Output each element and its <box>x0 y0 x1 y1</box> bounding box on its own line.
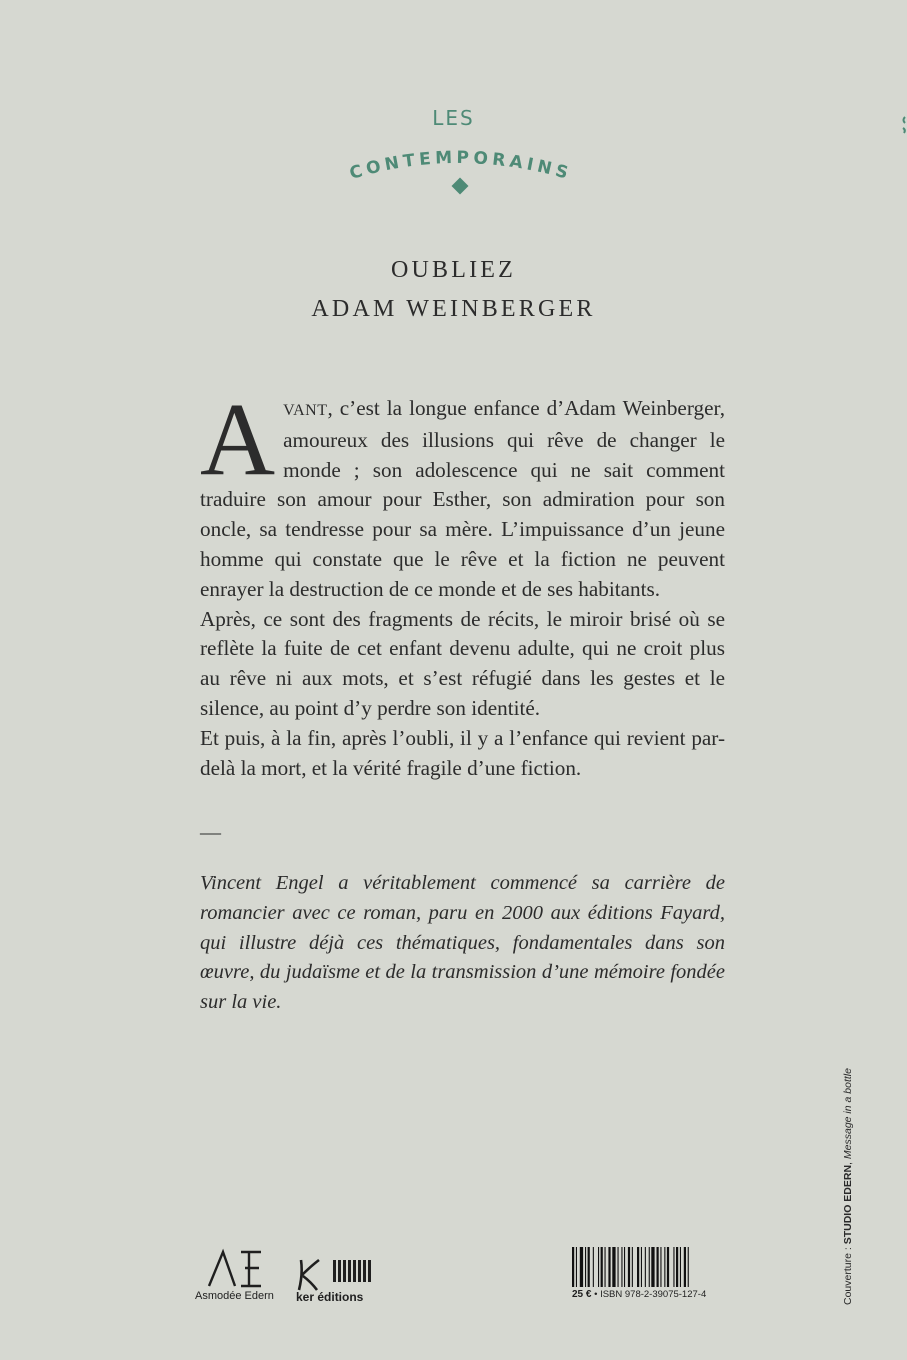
barcode-bar <box>664 1247 665 1287</box>
barcode-bar <box>680 1247 681 1287</box>
credit-prefix: Couverture : <box>842 1244 854 1305</box>
asmodee-edern-label: Asmodée Edern <box>195 1290 274 1302</box>
barcode-bar <box>580 1247 583 1287</box>
barcode-bar <box>651 1247 654 1287</box>
barcode-bar <box>657 1247 659 1287</box>
barcode-bar <box>660 1247 661 1287</box>
price-isbn <box>572 1289 706 1300</box>
asmodee-edern-logo <box>195 1248 287 1308</box>
barcode-bar <box>588 1247 590 1287</box>
series-top-word: LES <box>432 106 475 130</box>
series-name: CONTEMPORAINS <box>347 147 575 185</box>
blurb-paragraph-1-text: , c’est la longue enfance d’Adam Weinberger, amoureux des illusions qui rêve de changer le monde ; son adolescence qui ne sait comment traduire son amour pour Esther, son admiration pour son oncle, sa tendresse pour sa mère. L’impuissance d’un jeune homme qui constate que le rêve et la fiction ne peuvent enrayer la destruction de ce monde et de ses habitants. <box>200 396 725 601</box>
isbn: • ISBN 978-2-39075-127-4 <box>591 1289 707 1300</box>
barcode <box>572 1247 730 1287</box>
barcode-bar <box>598 1247 599 1287</box>
barcode-bar <box>601 1247 603 1287</box>
ker-editions-logo <box>293 1256 377 1306</box>
barcode-bar <box>593 1247 594 1287</box>
barcode-bar <box>624 1247 625 1287</box>
barcode-bar <box>676 1247 678 1287</box>
credit-artwork: Message in a bottle <box>842 1068 854 1160</box>
barcode-bar <box>576 1247 577 1287</box>
price: 25 € <box>572 1289 592 1300</box>
barcode-bar <box>645 1247 646 1287</box>
smallcaps-word: VANT <box>283 402 328 419</box>
barcode-bar <box>632 1247 633 1287</box>
dropcap: A <box>200 382 276 497</box>
barcode-bar <box>608 1247 610 1287</box>
barcode-bar <box>649 1247 650 1287</box>
barcode-bar <box>621 1247 622 1287</box>
author-note: Vincent Engel a véritablement commencé sa carrière de romancier avec ce roman, paru en 2000 aux éditions Fayard, qui illustre déjà ces thématiques, fondamentales dans son œuvre, du judaïsme et de la transmission d’une mémoire fondée sur la vie. <box>200 872 725 1014</box>
blurb-paragraph-1 <box>200 382 725 605</box>
barcode-bar <box>673 1247 674 1287</box>
barcode-bar <box>605 1247 606 1287</box>
barcode-bar <box>667 1247 669 1287</box>
credit-separator: , <box>842 1159 854 1165</box>
blurb <box>200 382 725 783</box>
book-title-line-1: OUBLIEZ <box>390 257 517 283</box>
barcode-bar <box>684 1247 686 1287</box>
edge-fragment-icon <box>901 116 907 134</box>
blurb-paragraph-3: Et puis, à la fin, après l’oubli, il y a l’enfance qui revient par-delà la mort, et la vérité fragile d’une fiction. <box>200 725 725 780</box>
barcode-bar <box>641 1247 642 1287</box>
barcode-bar <box>637 1247 639 1287</box>
blurb-paragraph-2: Après, ce sont des fragments de récits, le miroir brisé où se reflète la fuite de cet enfant devenu adulte, qui ne croit plus au rêve ni aux mots, et s’est réfugié dans les gestes et le silence, au point d’y perdre son identité. <box>200 606 725 720</box>
book-title-line-2: ADAM WEINBERGER <box>311 296 596 322</box>
barcode-bar <box>618 1247 619 1287</box>
series-logo <box>0 100 907 210</box>
barcode-bar <box>628 1247 630 1287</box>
ker-mark-icon <box>293 1256 373 1292</box>
ker-editions-label: ker éditions <box>296 1290 364 1304</box>
cover-credit <box>842 1068 854 1305</box>
barcode-bar <box>585 1247 586 1287</box>
barcode-bar <box>688 1247 689 1287</box>
section-separator: — <box>200 820 221 844</box>
barcode-bar <box>572 1247 574 1287</box>
barcode-bar <box>612 1247 615 1287</box>
credit-studio: STUDIO EDERN <box>842 1164 854 1245</box>
ae-monogram-icon <box>205 1248 267 1288</box>
